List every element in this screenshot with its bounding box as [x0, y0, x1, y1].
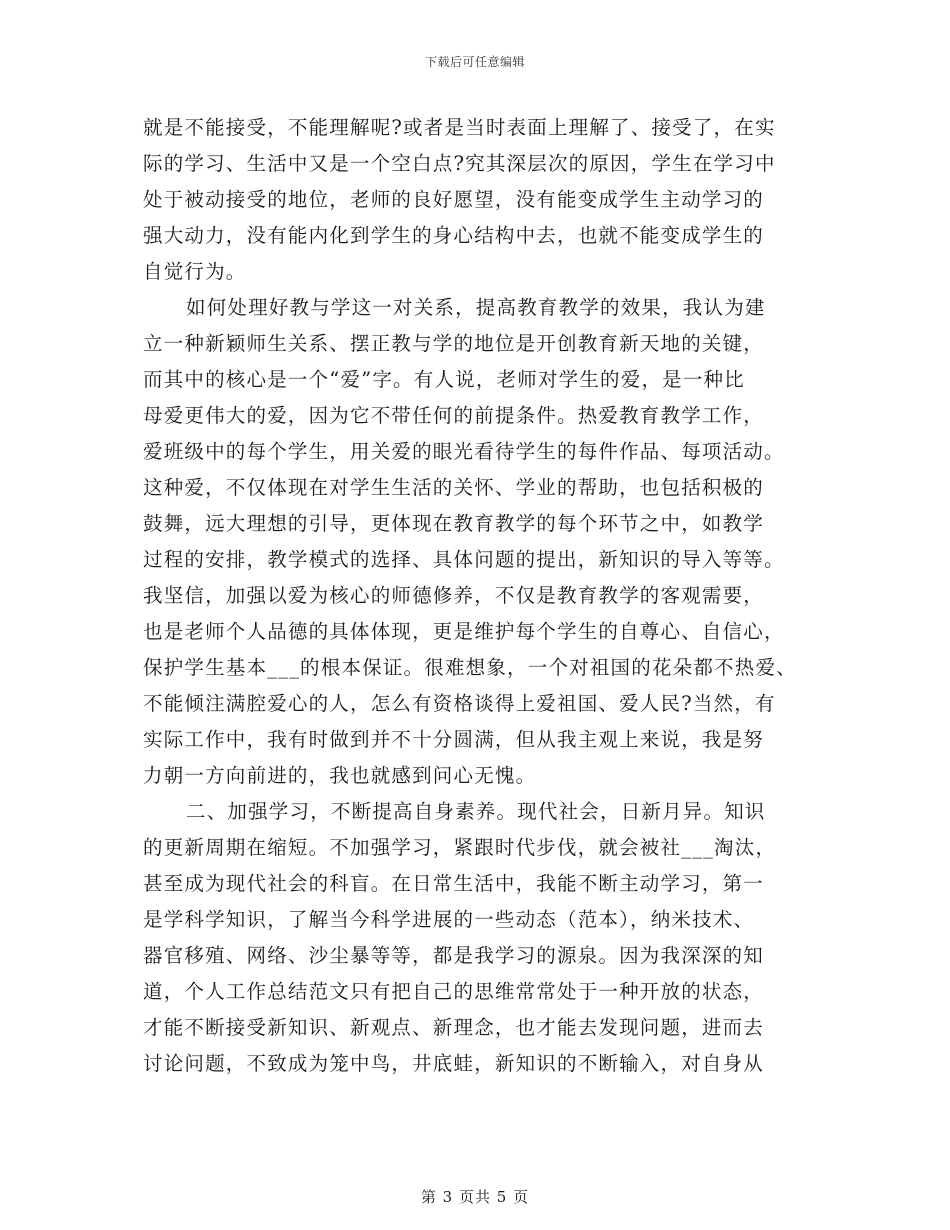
text-line: 力朝一方向前进的，我也就感到问心无愧。	[143, 764, 537, 787]
text-line: 如何处理好教与学这一对关系，提高教育教学的效果，我认为建	[186, 296, 766, 319]
text-line: 际的学习、生活中又是一个空白点?究其深层次的原因，学生在学习中	[143, 152, 776, 175]
text-line: 母爱更伟大的爱，因为它不带任何的前提条件。热爱教育教学工作，	[143, 404, 765, 427]
text-line: 器官移殖、网络、沙尘暴等等，都是我学习的源泉。因为我深深的知	[143, 944, 765, 967]
text-line: 保护学生基本___的根本保证。很难想象，一个对祖国的花朵都不热爱、	[143, 656, 797, 679]
text-line: 也是老师个人品德的具体体现，更是维护每个学生的自尊心、自信心，	[143, 620, 785, 643]
text-line: 是学科学知识，了解当今科学进展的一些动态（范本），纳米技术、	[143, 908, 755, 931]
page-header: 下载后可任意编辑	[424, 55, 525, 69]
text-line: 才能不断接受新知识、新观点、新理念，也才能去发现问题，进而去	[143, 1016, 765, 1039]
text-line: 实际工作中，我有时做到并不十分圆满，但从我主观上来说，我是努	[143, 728, 765, 751]
text-line: 过程的安排，教学模式的选择、具体问题的提出，新知识的导入等等。	[143, 548, 785, 571]
page-number: 第 3 页共 5 页	[420, 1188, 530, 1206]
text-line: 这种爱，不仅体现在对学生生活的关怀、学业的帮助，也包括积极的	[143, 476, 765, 499]
text-line: 立一种新颖师生关系、摆正教与学的地位是开创教育新天地的关键，	[143, 332, 765, 355]
text-line: 爱班级中的每个学生，用关爱的眼光看待学生的每件作品、每项活动。	[143, 440, 785, 463]
text-line: 处于被动接受的地位，老师的良好愿望，没有能变成学生主动学习的	[143, 188, 765, 211]
text-line: 二、加强学习，不断提高自身素养。现代社会，日新月异。知识	[186, 800, 766, 823]
text-line: 自觉行为。	[143, 260, 247, 283]
document-body	[143, 110, 823, 1082]
text-line: 鼓舞，远大理想的引导，更体现在教育教学的每个环节之中，如教学	[143, 512, 765, 535]
text-line: 甚至成为现代社会的科盲。在日常生活中，我能不断主动学习，第一	[143, 872, 765, 895]
text-line: 的更新周期在缩短。不加强学习，紧跟时代步伐，就会被社___淘汰，	[143, 836, 777, 859]
text-line: 讨论问题，不致成为笼中鸟，井底蛙，新知识的不断输入，对自身从	[143, 1052, 765, 1075]
text-line: 而其中的核心是一个“爱”字。有人说，老师对学生的爱，是一种比	[143, 368, 745, 391]
text-line: 强大动力，没有能内化到学生的身心结构中去，也就不能变成学生的	[143, 224, 765, 247]
text-line: 就是不能接受，不能理解呢?或者是当时表面上理解了、接受了，在实	[143, 116, 776, 139]
text-line: 不能倾注满腔爱心的人，怎么有资格谈得上爱祖国、爱人民?当然，有	[143, 692, 776, 715]
text-line: 道，个人工作总结范文只有把自己的思维常常处于一种开放的状态，	[143, 980, 765, 1003]
text-line: 我坚信，加强以爱为核心的师德修养，不仅是教育教学的客观需要，	[143, 584, 765, 607]
